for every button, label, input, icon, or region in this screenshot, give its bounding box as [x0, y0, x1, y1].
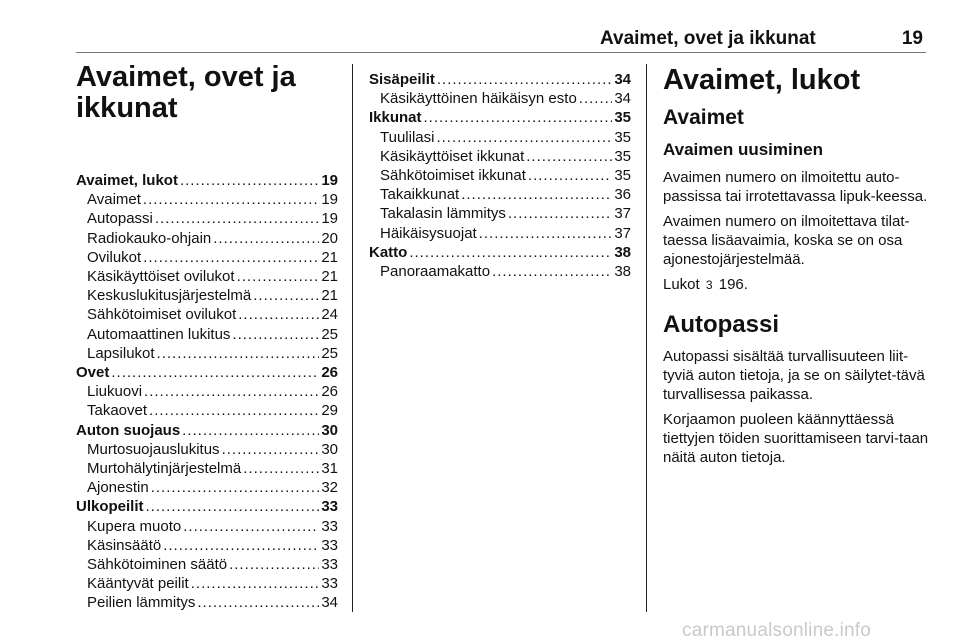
toc-leader-dots [143, 190, 319, 209]
toc-entry-label: Keskuslukitusjärjestelmä [87, 287, 252, 305]
toc-leader-dots [508, 204, 612, 223]
toc-entry-label: Sähkötoimiset ovilukot [87, 306, 237, 324]
subheading-key-replacement: Avaimen uusiminen [663, 140, 823, 159]
xref-page[interactable]: 196. [718, 276, 748, 293]
toc-entry-page: 38 [614, 263, 631, 281]
toc-entry-page: 21 [321, 268, 338, 286]
page-header [600, 28, 923, 50]
toc-entry[interactable] [369, 89, 631, 108]
toc-entry-page: 33 [321, 536, 338, 554]
toc-leader-dots [253, 286, 319, 305]
toc-entry[interactable] [76, 248, 338, 267]
toc-leader-dots [528, 166, 612, 185]
toc-leader-dots [182, 421, 319, 440]
toc-entry[interactable] [369, 108, 631, 127]
toc-entry[interactable] [369, 147, 631, 166]
toc-entry-label: Sisäpeilit [369, 71, 435, 88]
toc-leader-dots [424, 108, 613, 127]
toc-leader-dots [222, 440, 320, 459]
toc-leader-dots [436, 128, 612, 147]
toc-entry-label: Avaimet [87, 191, 141, 209]
toc-entry[interactable] [76, 555, 338, 574]
toc-leader-dots [155, 209, 319, 228]
toc-leader-dots [143, 248, 319, 267]
toc-entry-page: 31 [321, 460, 338, 478]
toc-entry[interactable] [76, 536, 338, 555]
toc-leader-dots [492, 262, 612, 281]
toc-leader-dots [180, 171, 319, 190]
toc-entry[interactable] [369, 224, 631, 243]
cross-reference-locks [663, 275, 931, 295]
toc-entry[interactable] [76, 286, 338, 305]
toc-entry[interactable] [76, 229, 338, 248]
column-divider-1 [352, 64, 353, 612]
toc-entry-page: 33 [321, 575, 338, 593]
toc-column-2 [369, 70, 631, 281]
toc-entry[interactable] [76, 363, 338, 382]
toc-entry[interactable] [76, 325, 338, 344]
toc-entry-label: Ovet [76, 364, 110, 382]
toc-leader-dots [191, 574, 320, 593]
toc-entry-label: Automaattinen lukitus [87, 325, 231, 343]
toc-entry-page: 29 [321, 402, 338, 420]
page-number: 19 [901, 28, 923, 49]
toc-entry[interactable] [369, 204, 631, 223]
toc-leader-dots [157, 344, 320, 363]
toc-column-1 [76, 62, 338, 613]
toc-leader-dots [237, 267, 320, 286]
toc-entry-page: 33 [321, 517, 338, 535]
toc-entry-page: 34 [321, 594, 338, 612]
toc-leader-dots [146, 497, 320, 516]
toc-entry-label: Lapsilukot [87, 344, 155, 362]
toc-entry-page: 33 [321, 498, 338, 516]
toc-entry-label: Käsikäyttöinen häikäisyn esto [380, 90, 577, 108]
toc-entry[interactable] [76, 401, 338, 420]
toc-entry-page: 30 [321, 421, 338, 439]
toc-entry-label: Murtohälytinjärjestelmä [87, 460, 242, 478]
toc-leader-dots [437, 70, 612, 89]
toc-leader-dots [111, 363, 319, 382]
toc-leader-dots [579, 89, 613, 108]
toc-entry[interactable] [369, 262, 631, 281]
toc-entry[interactable] [369, 70, 631, 89]
toc-entry-page: 19 [321, 191, 338, 209]
toc-entry-label: Ovilukot [87, 248, 142, 266]
toc-entry-page: 30 [321, 440, 338, 458]
toc-leader-dots [183, 517, 319, 536]
toc-entry[interactable] [76, 421, 338, 440]
toc-entry-page: 26 [321, 383, 338, 401]
toc-entry-label: Sähkötoimiset ikkunat [380, 167, 526, 185]
toc-entry[interactable] [369, 128, 631, 147]
toc-entry-label: Auton suojaus [76, 421, 181, 439]
toc-entry-label: Radiokauko-ohjain [87, 229, 212, 247]
chapter-title [76, 62, 338, 124]
toc-entry-label: Kupera muoto [87, 517, 182, 535]
toc-entry-label: Häikäisysuojat [380, 224, 477, 242]
toc-entry[interactable] [76, 440, 338, 459]
toc-leader-dots [479, 224, 613, 243]
toc-entry-page: 35 [614, 128, 631, 146]
toc-entry-label: Takaikkunat [380, 186, 460, 204]
toc-entry-label: Sähkötoiminen säätö [87, 556, 228, 574]
toc-entry-page: 19 [321, 172, 338, 189]
toc-leader-dots [409, 243, 612, 262]
toc-entry[interactable] [76, 497, 338, 516]
toc-entry-label: Liukuovi [87, 383, 143, 401]
toc-leader-dots [229, 555, 319, 574]
column-divider-2 [646, 64, 647, 612]
toc-leader-dots [144, 382, 319, 401]
toc-leader-dots [163, 536, 319, 555]
toc-entry[interactable] [76, 478, 338, 497]
toc-entry-label: Takaovet [87, 402, 148, 420]
toc-entry-page: 34 [614, 71, 631, 88]
reference-arrow-icon: 3 [705, 278, 713, 292]
toc-entry-label: Ikkunat [369, 109, 422, 127]
toc-entry[interactable] [76, 171, 338, 190]
toc-entry-label: Murtosuojauslukitus [87, 440, 220, 458]
toc-entry-page: 32 [321, 479, 338, 497]
toc-entry-page: 24 [321, 306, 338, 324]
toc-entry[interactable] [369, 243, 631, 262]
toc-leader-dots [238, 305, 319, 324]
content-column [663, 62, 931, 473]
subsection-heading-car-pass: Autopassi [663, 311, 780, 338]
toc-entry-page: 21 [321, 248, 338, 266]
paragraph-car-pass-info: Autopassi sisältää turvallisuuteen liit-tyviä auton tietoja, ja se on säilytet-tävä turvallisessa paikassa. [663, 348, 925, 403]
toc-entry-page: 38 [614, 243, 631, 261]
xref-label: Lukot [663, 276, 700, 293]
watermark: carmanualsonline.info [682, 620, 872, 641]
toc-entry[interactable] [76, 190, 338, 209]
toc-entry[interactable] [76, 344, 338, 363]
toc-leader-dots [151, 478, 320, 497]
toc-entry-label: Peilien lämmitys [87, 594, 196, 612]
toc-entry-page: 21 [321, 287, 338, 305]
paragraph-extra-keys: Avaimen numero on ilmoitettava tilat-taessa lisäavaimia, koska se on osa ajonestojärjestelmää. [663, 213, 910, 268]
toc-entry-page: 36 [614, 186, 631, 204]
toc-entry-page: 34 [614, 90, 631, 108]
toc-leader-dots [461, 185, 612, 204]
toc-entry[interactable] [76, 593, 338, 612]
toc-entry-page: 37 [614, 205, 631, 223]
toc-entry-label: Katto [369, 243, 408, 261]
toc-entry[interactable] [76, 574, 338, 593]
header-title: Avaimet, ovet ja ikkunat [600, 28, 816, 49]
toc-entry-label: Tuulilasi [380, 128, 435, 146]
section-heading: Avaimet, lukot [663, 64, 861, 96]
toc-entry-page: 35 [614, 167, 631, 185]
toc-leader-dots [232, 325, 319, 344]
toc-entry-label: Panoraamakatto [380, 263, 491, 281]
toc-entry-label: Käsinsäätö [87, 536, 162, 554]
toc-entry[interactable] [76, 209, 338, 228]
chapter-title-line-2: ikkunat [76, 92, 178, 124]
toc-entry[interactable] [369, 166, 631, 185]
toc-leader-dots [213, 229, 319, 248]
toc-entry[interactable] [76, 517, 338, 536]
paragraph-key-number: Avaimen numero on ilmoitettu auto-passissa tai irrotettavassa lipuk-keessa. [663, 169, 928, 205]
toc-entry-page: 35 [614, 109, 631, 127]
toc-list-1 [76, 171, 338, 613]
toc-entry-page: 26 [321, 364, 338, 382]
toc-entry-page: 25 [321, 325, 338, 343]
toc-entry-label: Käsikäyttöiset ovilukot [87, 268, 235, 286]
toc-leader-dots [243, 459, 319, 478]
toc-entry-label: Avaimet, lukot [76, 172, 178, 189]
toc-entry-page: 19 [321, 210, 338, 228]
toc-leader-dots [197, 593, 319, 612]
toc-entry-page: 35 [614, 147, 631, 165]
toc-leader-dots [149, 401, 319, 420]
toc-entry-page: 25 [321, 344, 338, 362]
subsection-heading-keys: Avaimet [663, 106, 744, 129]
toc-entry-page: 20 [321, 229, 338, 247]
toc-list-2 [369, 70, 631, 281]
paragraph-workshop: Korjaamon puoleen käännyttäessä tiettyjen töiden suorittamiseen tarvi-taan näitä auton tietoja. [663, 411, 929, 466]
toc-entry-label: Ulkopeilit [76, 498, 144, 516]
toc-entry[interactable] [76, 459, 338, 478]
toc-entry[interactable] [76, 382, 338, 401]
chapter-title-line-1: Avaimet, ovet ja [76, 61, 296, 93]
header-rule [76, 52, 926, 53]
toc-entry-label: Takalasin lämmitys [380, 205, 506, 223]
toc-entry-page: 37 [614, 224, 631, 242]
toc-entry-page: 33 [321, 556, 338, 574]
toc-entry[interactable] [76, 267, 338, 286]
toc-entry-label: Käsikäyttöiset ikkunat [380, 147, 525, 165]
toc-entry[interactable] [76, 305, 338, 324]
toc-entry-label: Autopassi [87, 210, 153, 228]
toc-entry[interactable] [369, 185, 631, 204]
toc-leader-dots [526, 147, 612, 166]
toc-entry-label: Ajonestin [87, 479, 149, 497]
toc-entry-label: Kääntyvät peilit [87, 575, 189, 593]
